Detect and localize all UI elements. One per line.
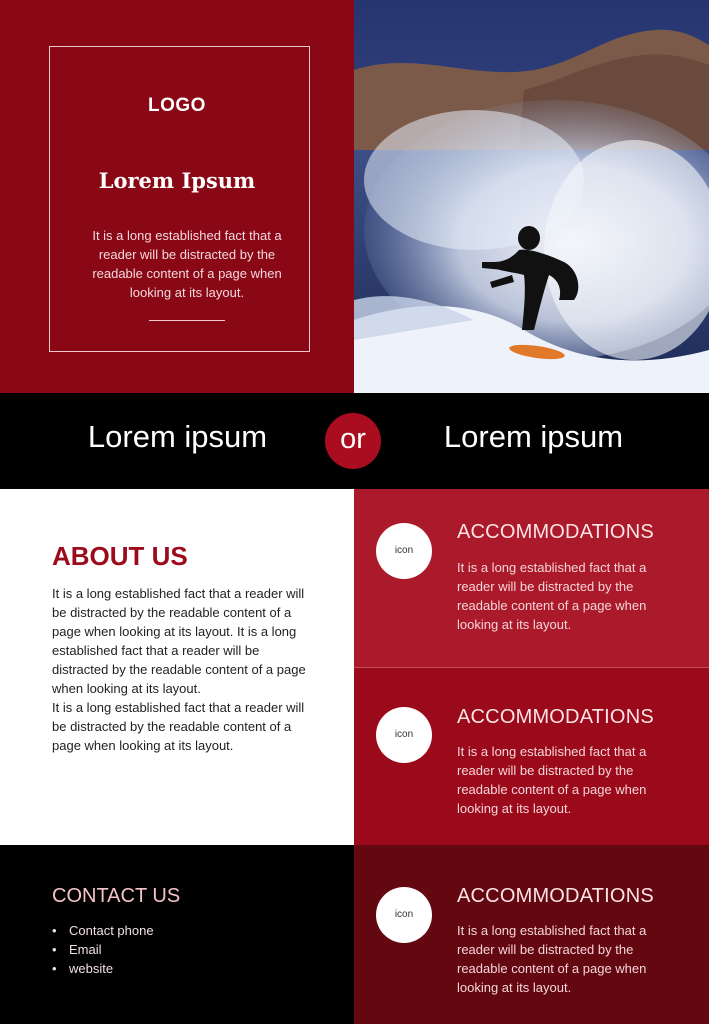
band-left-text: Lorem ipsum <box>87 419 268 454</box>
or-badge: or <box>325 413 381 469</box>
band-right-text: Lorem ipsum <box>443 419 624 454</box>
contact-item-phone: • Contact phone <box>52 921 154 940</box>
surfer-photo-illustration <box>354 0 709 393</box>
contact-item-website: • website <box>52 959 154 978</box>
accommodation-card-3 <box>354 845 709 1024</box>
hero-divider <box>149 320 225 321</box>
contact-heading: CONTACT US <box>52 885 181 907</box>
accommodation-icon: icon <box>376 887 432 943</box>
logo: LOGO <box>148 95 206 116</box>
accommodation-title: ACCOMMODATIONS <box>457 521 654 543</box>
contact-section <box>0 845 354 1024</box>
hero-title: Lorem Ipsum <box>98 168 256 193</box>
accommodation-text: It is a long established fact that a reader will be distracted by the readable content of a page when looking at its layout. <box>457 744 647 816</box>
hero-description: It is a long established fact that a reader will be distracted by the readable content of a page when looking at its layout. <box>92 228 282 300</box>
contact-list <box>52 921 154 978</box>
comparison-band <box>0 393 709 489</box>
accommodation-card-2 <box>354 668 709 845</box>
accommodation-title: ACCOMMODATIONS <box>457 706 654 728</box>
surfer-photo <box>354 0 709 393</box>
accommodation-text: It is a long established fact that a reader will be distracted by the readable content of a page when looking at its layout. <box>457 923 647 995</box>
about-heading: ABOUT US <box>52 541 188 571</box>
hero-panel <box>0 0 354 393</box>
accommodation-icon: icon <box>376 707 432 763</box>
about-section <box>0 489 354 845</box>
accommodation-text: It is a long established fact that a reader will be distracted by the readable content of a page when looking at its layout. <box>457 560 647 632</box>
about-text: It is a long established fact that a reader will be distracted by the readable content of a page when looking at its layout. It is a long established fact that a reader will be distracted by the readable content of a page when looking at its layout. It is a long established fact that a reader will be distracted by the readable content of a page when looking at its layout. <box>52 586 306 753</box>
hero-frame <box>49 46 310 352</box>
accommodation-title: ACCOMMODATIONS <box>457 885 654 907</box>
accommodation-card-1 <box>354 489 709 668</box>
accommodation-icon: icon <box>376 523 432 579</box>
contact-item-email: • Email <box>52 940 154 959</box>
